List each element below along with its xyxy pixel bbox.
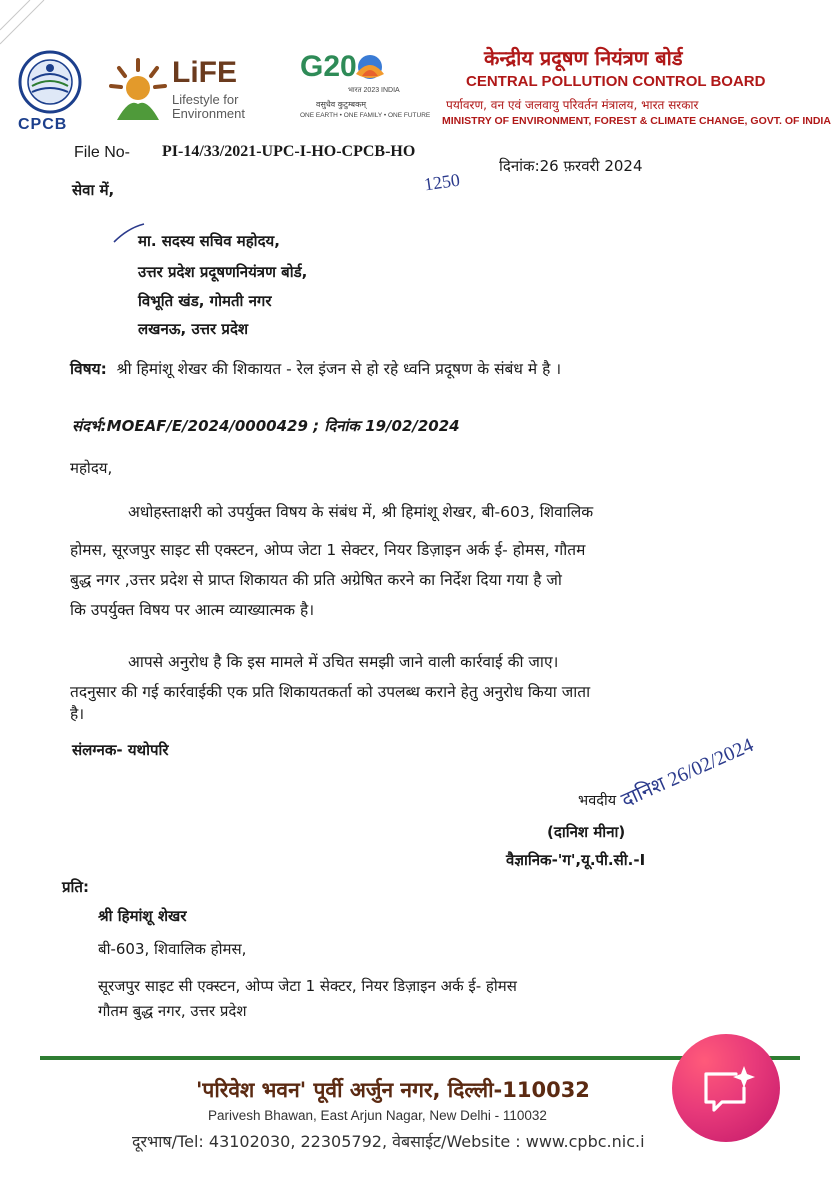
greeting: महोदय, <box>70 459 113 477</box>
g20-logo-text: G20 <box>300 50 357 83</box>
closing: भवदीय <box>578 793 617 809</box>
life-subtitle-2: Environment <box>172 106 245 121</box>
file-number-label: File No- <box>74 144 131 161</box>
copy-to-line-3: सूरजपुर साइट सी एक्स्टन, ओप्प जेटा 1 सेक्टर, नियर डिज़ाइन अर्क ई- होमस <box>98 977 517 995</box>
subject <box>70 357 561 379</box>
footer-address-english: Parivesh Bhawan, East Arjun Nagar, New Delhi - 110032 <box>208 1108 547 1123</box>
para1-line-4: कि उपर्युक्त विषय पर आत्म व्याख्यात्मक है। <box>70 601 315 619</box>
address-line-1: मा. सदस्य सचिव महोदय, <box>138 232 280 250</box>
letter-date: दिनांक:26 फ़रवरी 2024 <box>499 157 643 175</box>
para2-line-3: है। <box>70 705 85 723</box>
address-line-4: लखनऊ, उत्तर प्रदेश <box>138 320 249 338</box>
copy-to-line-4: गौतम बुद्ध नगर, उत्तर प्रदेश <box>98 1002 247 1020</box>
cpcb-logo-text: CPCB <box>18 116 68 133</box>
copy-to-label: प्रति: <box>62 878 89 896</box>
signatory-name: (दानिश मीना) <box>547 823 626 841</box>
copy-to-line-1: श्री हिमांशू शेखर <box>98 907 187 925</box>
handwritten-signature: दानिश 26/02/2024 <box>618 733 757 812</box>
para1-line-1: अधोहस्ताक्षरी को उपर्युक्त विषय के संबंध में, श्री हिमांशू शेखर, बी-603, शिवालिक <box>128 503 594 521</box>
life-title: LiFE <box>172 56 237 89</box>
g20-motto: ONE EARTH • ONE FAMILY • ONE FUTURE <box>300 112 431 119</box>
g20-hindi-text: वसुधैव कुटुम्बकम् <box>316 100 367 109</box>
org-name-english: CENTRAL POLLUTION CONTROL BOARD <box>466 73 766 90</box>
address-line-2: उत्तर प्रदेश प्रदूषणनियंत्रण बोर्ड, <box>138 263 308 281</box>
salutation-to: सेवा में, <box>72 181 115 199</box>
enclosure: संलग्नक- यथोपरि <box>72 741 169 759</box>
reference-line: संदर्भ:MOEAF/E/2024/0000429 ; दिनांक 19/02/2024 <box>72 417 460 435</box>
life-logo-icon <box>107 56 169 122</box>
org-name-hindi: केन्द्रीय प्रदूषण नियंत्रण बोर्ड <box>484 46 683 70</box>
para1-line-2: होमस, सूरजपुर साइट सी एक्स्टन, ओप्प जेटा 1 सेक्टर, नियर डिज़ाइन अर्क ई- होमस, गौतम <box>70 541 586 559</box>
subject-text: श्री हिमांशू शेखर की शिकायत - रेल इंजन से हो रहे ध्वनि प्रदूषण के संबंध मे है । <box>116 360 562 378</box>
para2-line-1: आपसे अनुरोध है कि इस मामले में उचित समझी जाने वाली कार्रवाई की जाए। <box>128 653 559 671</box>
life-subtitle-1: Lifestyle for <box>172 92 239 107</box>
ministry-english: MINISTRY OF ENVIRONMENT, FOREST & CLIMATE CHANGE, GOVT. OF INDIA <box>442 115 831 127</box>
sparkle-chat-icon <box>700 1064 756 1116</box>
handwritten-number: 1250 <box>422 169 462 195</box>
para2-line-2: तदनुसार की गई कार्रवाईकी एक प्रति शिकायतकर्ता को उपलब्ध कराने हेतु अनुरोध किया जाता <box>70 683 591 701</box>
g20-lotus-icon <box>350 52 390 86</box>
address-line-3: विभूति खंड, गोमती नगर <box>138 292 272 310</box>
footer-address-hindi: 'परिवेश भवन' पूर्वी अर्जुन नगर, दिल्ली-110032 <box>196 1078 590 1102</box>
file-number: PI-14/33/2021-UPC-I-HO-CPCB-HO <box>162 143 416 160</box>
para1-line-3: बुद्ध नगर ,उत्तर प्रदेश से प्राप्त शिकायत की प्रति अग्रेषित करने का निर्देश दिया गया है जो <box>70 571 562 589</box>
g20-india-text: भारत 2023 INDIA <box>348 87 400 94</box>
subject-label: विषय: <box>70 360 107 378</box>
signatory-designation: वैज्ञानिक-'ग',यू.पी.सी.-I <box>506 851 646 869</box>
footer-contact: दूरभाष/Tel: 43102030, 22305792, वेबसाईट/Website : www.cpbc.nic.i <box>132 1132 645 1151</box>
ministry-hindi: पर्यावरण, वन एवं जलवायु परिवर्तन मंत्रालय, भारत सरकार <box>446 98 699 112</box>
copy-to-line-2: बी-603, शिवालिक होमस, <box>98 940 247 958</box>
